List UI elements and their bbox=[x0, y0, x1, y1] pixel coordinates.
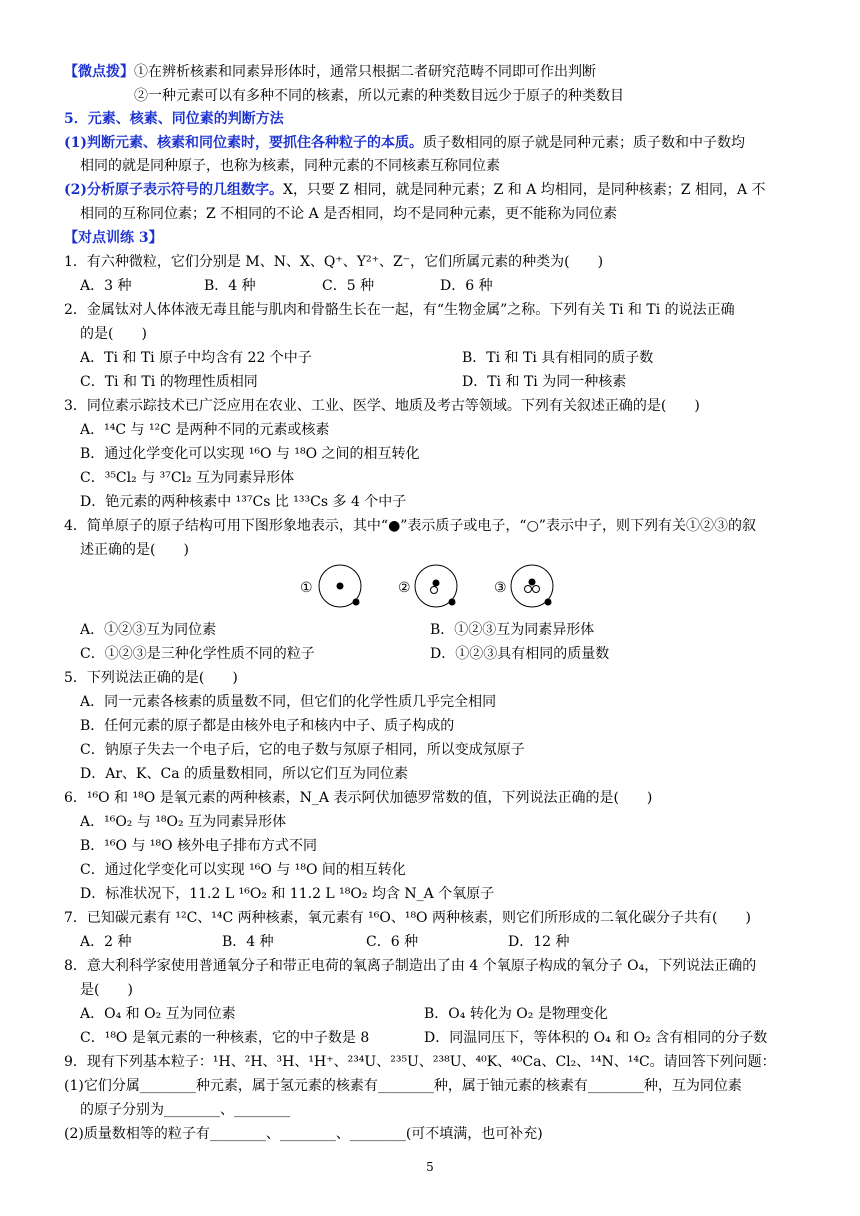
q8-opt-c: C．¹⁸O 是氧元素的一种核素，它的中子数是 8 bbox=[80, 1030, 370, 1046]
sec5-p1 bbox=[64, 133, 745, 153]
q5-opt-d: D．Ar、K、Ca 的质量数相同，所以它们互为同位素 bbox=[80, 766, 408, 782]
q9-part2: (2)质量数相等的粒子有________、________、________(可不填满，也可补充) bbox=[64, 1126, 543, 1142]
sec5-p2 bbox=[64, 180, 766, 200]
atom-diagram-2 bbox=[414, 560, 462, 616]
q5-opt-a: A．同一元素各核素的质量数不同，但它们的化学性质几乎完全相同 bbox=[80, 694, 497, 710]
neutron-circle bbox=[525, 586, 532, 593]
q3-opt-a: A．¹⁴C 与 ¹²C 是两种不同的元素或核素 bbox=[80, 422, 330, 438]
tip-text-1: ①在辨析核素和同素异形体时，通常只根据二者研究范畴不同即可作出判断 bbox=[134, 64, 596, 80]
proton-dot bbox=[529, 579, 536, 586]
sec5-p1-line2: 相同的就是同种原子，也称为核素，同种元素的不同核素互称同位素 bbox=[80, 158, 500, 174]
q7-opt-d: D．12 种 bbox=[508, 934, 570, 950]
tip-line-1 bbox=[64, 62, 596, 82]
q1-opt-d: D．6 种 bbox=[440, 278, 493, 294]
q3-opt-d: D．铯元素的两种核素中 ¹³⁷Cs 比 ¹³³Cs 多 4 个中子 bbox=[80, 494, 407, 510]
q7-opt-c: C．6 种 bbox=[366, 934, 419, 950]
q2-opt-b: B．Ti 和 Ti 具有相同的质子数 bbox=[462, 350, 654, 366]
q4-opt-c: C．①②③是三种化学性质不同的粒子 bbox=[80, 646, 315, 662]
neutron-circle bbox=[533, 586, 540, 593]
drill-title: 【对点训练 3】 bbox=[64, 230, 163, 246]
electron-dot bbox=[353, 599, 360, 606]
q7-opt-a: A．2 种 bbox=[80, 934, 132, 950]
q2-stem-1: 2．金属钛对人体体液无毒且能与肌肉和骨骼生长在一起，有“生物金属”之称。下列有关 Ti 和 Ti 的说法正确 bbox=[64, 302, 735, 318]
q6-stem: 6．¹⁶O 和 ¹⁸O 是氧元素的两种核素，N_A 表示阿伏加德罗常数的值，下列说法正确的是( ) bbox=[64, 790, 653, 806]
sec5-p2-line2: 相同的互称同位素；Z 不相同的不论 A 是否相同，均不是同种元素，更不能称为同位素 bbox=[80, 206, 618, 222]
q9-part1-b: 的原子分别为________、________ bbox=[80, 1102, 290, 1118]
q8-opt-d: D．同温同压下，等体积的 O₄ 和 O₂ 含有相同的分子数 bbox=[424, 1030, 768, 1046]
proton-dot bbox=[337, 583, 344, 590]
q6-opt-b: B．¹⁶O 与 ¹⁸O 核外电子排布方式不同 bbox=[80, 838, 318, 854]
section-title: 5．元素、核素、同位素的判断方法 bbox=[64, 111, 284, 127]
q8-opt-a: A．O₄ 和 O₂ 互为同位素 bbox=[80, 1006, 236, 1022]
q7-opt-b: B．4 种 bbox=[222, 934, 274, 950]
neutron-circle bbox=[431, 587, 438, 594]
q6-opt-d: D．标准状况下，11.2 L ¹⁶O₂ 和 11.2 L ¹⁸O₂ 均含 N_A 个氧原子 bbox=[80, 886, 495, 902]
atom-label-3: ③ bbox=[494, 580, 507, 596]
q9-stem: 9．现有下列基本粒子：¹H、²H、³H、¹H⁺、²³⁴U、²³⁵U、²³⁸U、⁴⁰K、⁴⁰Ca、Cl₂、¹⁴N、¹⁴C。请回答下列问题： bbox=[64, 1054, 776, 1070]
atom-diagram-1 bbox=[318, 560, 366, 616]
electron-dot bbox=[449, 599, 456, 606]
page-number: 5 bbox=[426, 1160, 434, 1174]
q2-opt-c: C．Ti 和 Ti 的物理性质相同 bbox=[80, 374, 258, 390]
q9-part1-a: (1)它们分属________种元素，属于氢元素的核素有________种，属于铀元素的核素有________种，互为同位素 bbox=[64, 1078, 742, 1094]
q1-stem: 1．有六种微粒，它们分别是 M、N、X、Q⁺、Y²⁺、Z⁻，它们所属元素的种类为( ) bbox=[64, 254, 604, 270]
tip-label: 【微点拨】 bbox=[64, 64, 134, 80]
q1-opt-b: B．4 种 bbox=[204, 278, 256, 294]
q3-stem: 3．同位素示踪技术已广泛应用在农业、工业、医学、地质及考古等领域。下列有关叙述正确的是( ) bbox=[64, 398, 700, 414]
q5-opt-c: C．钠原子失去一个电子后，它的电子数与氖原子相同，所以变成氖原子 bbox=[80, 742, 525, 758]
sec5-p1-rest: 质子数相同的原子就是同种元素；质子数和中子数均 bbox=[423, 135, 745, 151]
atom-label-1: ① bbox=[300, 580, 313, 596]
q4-stem-2: 述正确的是( ) bbox=[80, 542, 189, 558]
q3-opt-b: B．通过化学变化可以实现 ¹⁶O 与 ¹⁸O 之间的相互转化 bbox=[80, 446, 420, 462]
electron-dot bbox=[545, 599, 552, 606]
proton-dot bbox=[433, 580, 440, 587]
q4-opt-b: B．①②③互为同素异形体 bbox=[430, 622, 595, 638]
q2-opt-d: D．Ti 和 Ti 为同一种核素 bbox=[462, 374, 627, 390]
q5-opt-b: B．任何元素的原子都是由核外电子和核内中子、质子构成的 bbox=[80, 718, 455, 734]
q4-opt-d: D．①②③具有相同的质量数 bbox=[430, 646, 610, 662]
q1-opt-a: A．3 种 bbox=[80, 278, 132, 294]
q4-opt-a: A．①②③互为同位素 bbox=[80, 622, 217, 638]
q6-opt-c: C．通过化学变化可以实现 ¹⁶O 与 ¹⁸O 间的相互转化 bbox=[80, 862, 406, 878]
q6-opt-a: A．¹⁶O₂ 与 ¹⁸O₂ 互为同素异形体 bbox=[80, 814, 287, 830]
atom-diagram-3 bbox=[510, 560, 558, 616]
q2-stem-2: 的是( ) bbox=[80, 326, 147, 342]
q2-opt-a: A．Ti 和 Ti 原子中均含有 22 个中子 bbox=[80, 350, 312, 366]
q8-stem-2: 是( ) bbox=[80, 982, 133, 998]
q3-opt-c: C．³⁵Cl₂ 与 ³⁷Cl₂ 互为同素异形体 bbox=[80, 470, 295, 486]
q1-opt-c: C．5 种 bbox=[322, 278, 375, 294]
sec5-p1-head: (1)判断元素、核素和同位素时，要抓住各种粒子的本质。 bbox=[64, 135, 423, 151]
tip-line-2: ②一种元素可以有多种不同的核素，所以元素的种类数目远少于原子的种类数目 bbox=[134, 88, 624, 104]
atom-label-2: ② bbox=[398, 580, 411, 596]
q4-stem-1: 4．简单原子的原子结构可用下图形象地表示，其中“●”表示质子或电子，“○”表示中子，则下列有关①②③的叙 bbox=[64, 518, 756, 534]
q7-stem: 7．已知碳元素有 ¹²C、¹⁴C 两种核素，氧元素有 ¹⁶O、¹⁸O 两种核素，则它们所形成的二氧化碳分子共有( ) bbox=[64, 910, 751, 926]
q5-stem: 5．下列说法正确的是( ) bbox=[64, 670, 238, 686]
q8-opt-b: B．O₄ 转化为 O₂ 是物理变化 bbox=[424, 1006, 608, 1022]
sec5-p2-rest: X，只要 Z 相同，就是同种元素；Z 和 A 均相同，是同种核素；Z 相同，A 不 bbox=[283, 182, 766, 198]
sec5-p2-head: (2)分析原子表示符号的几组数字。 bbox=[64, 182, 283, 198]
q8-stem-1: 8．意大利科学家使用普通氧分子和带正电荷的氧离子制造出了由 4 个氧原子构成的氧分子 O₄，下列说法正确的 bbox=[64, 958, 757, 974]
